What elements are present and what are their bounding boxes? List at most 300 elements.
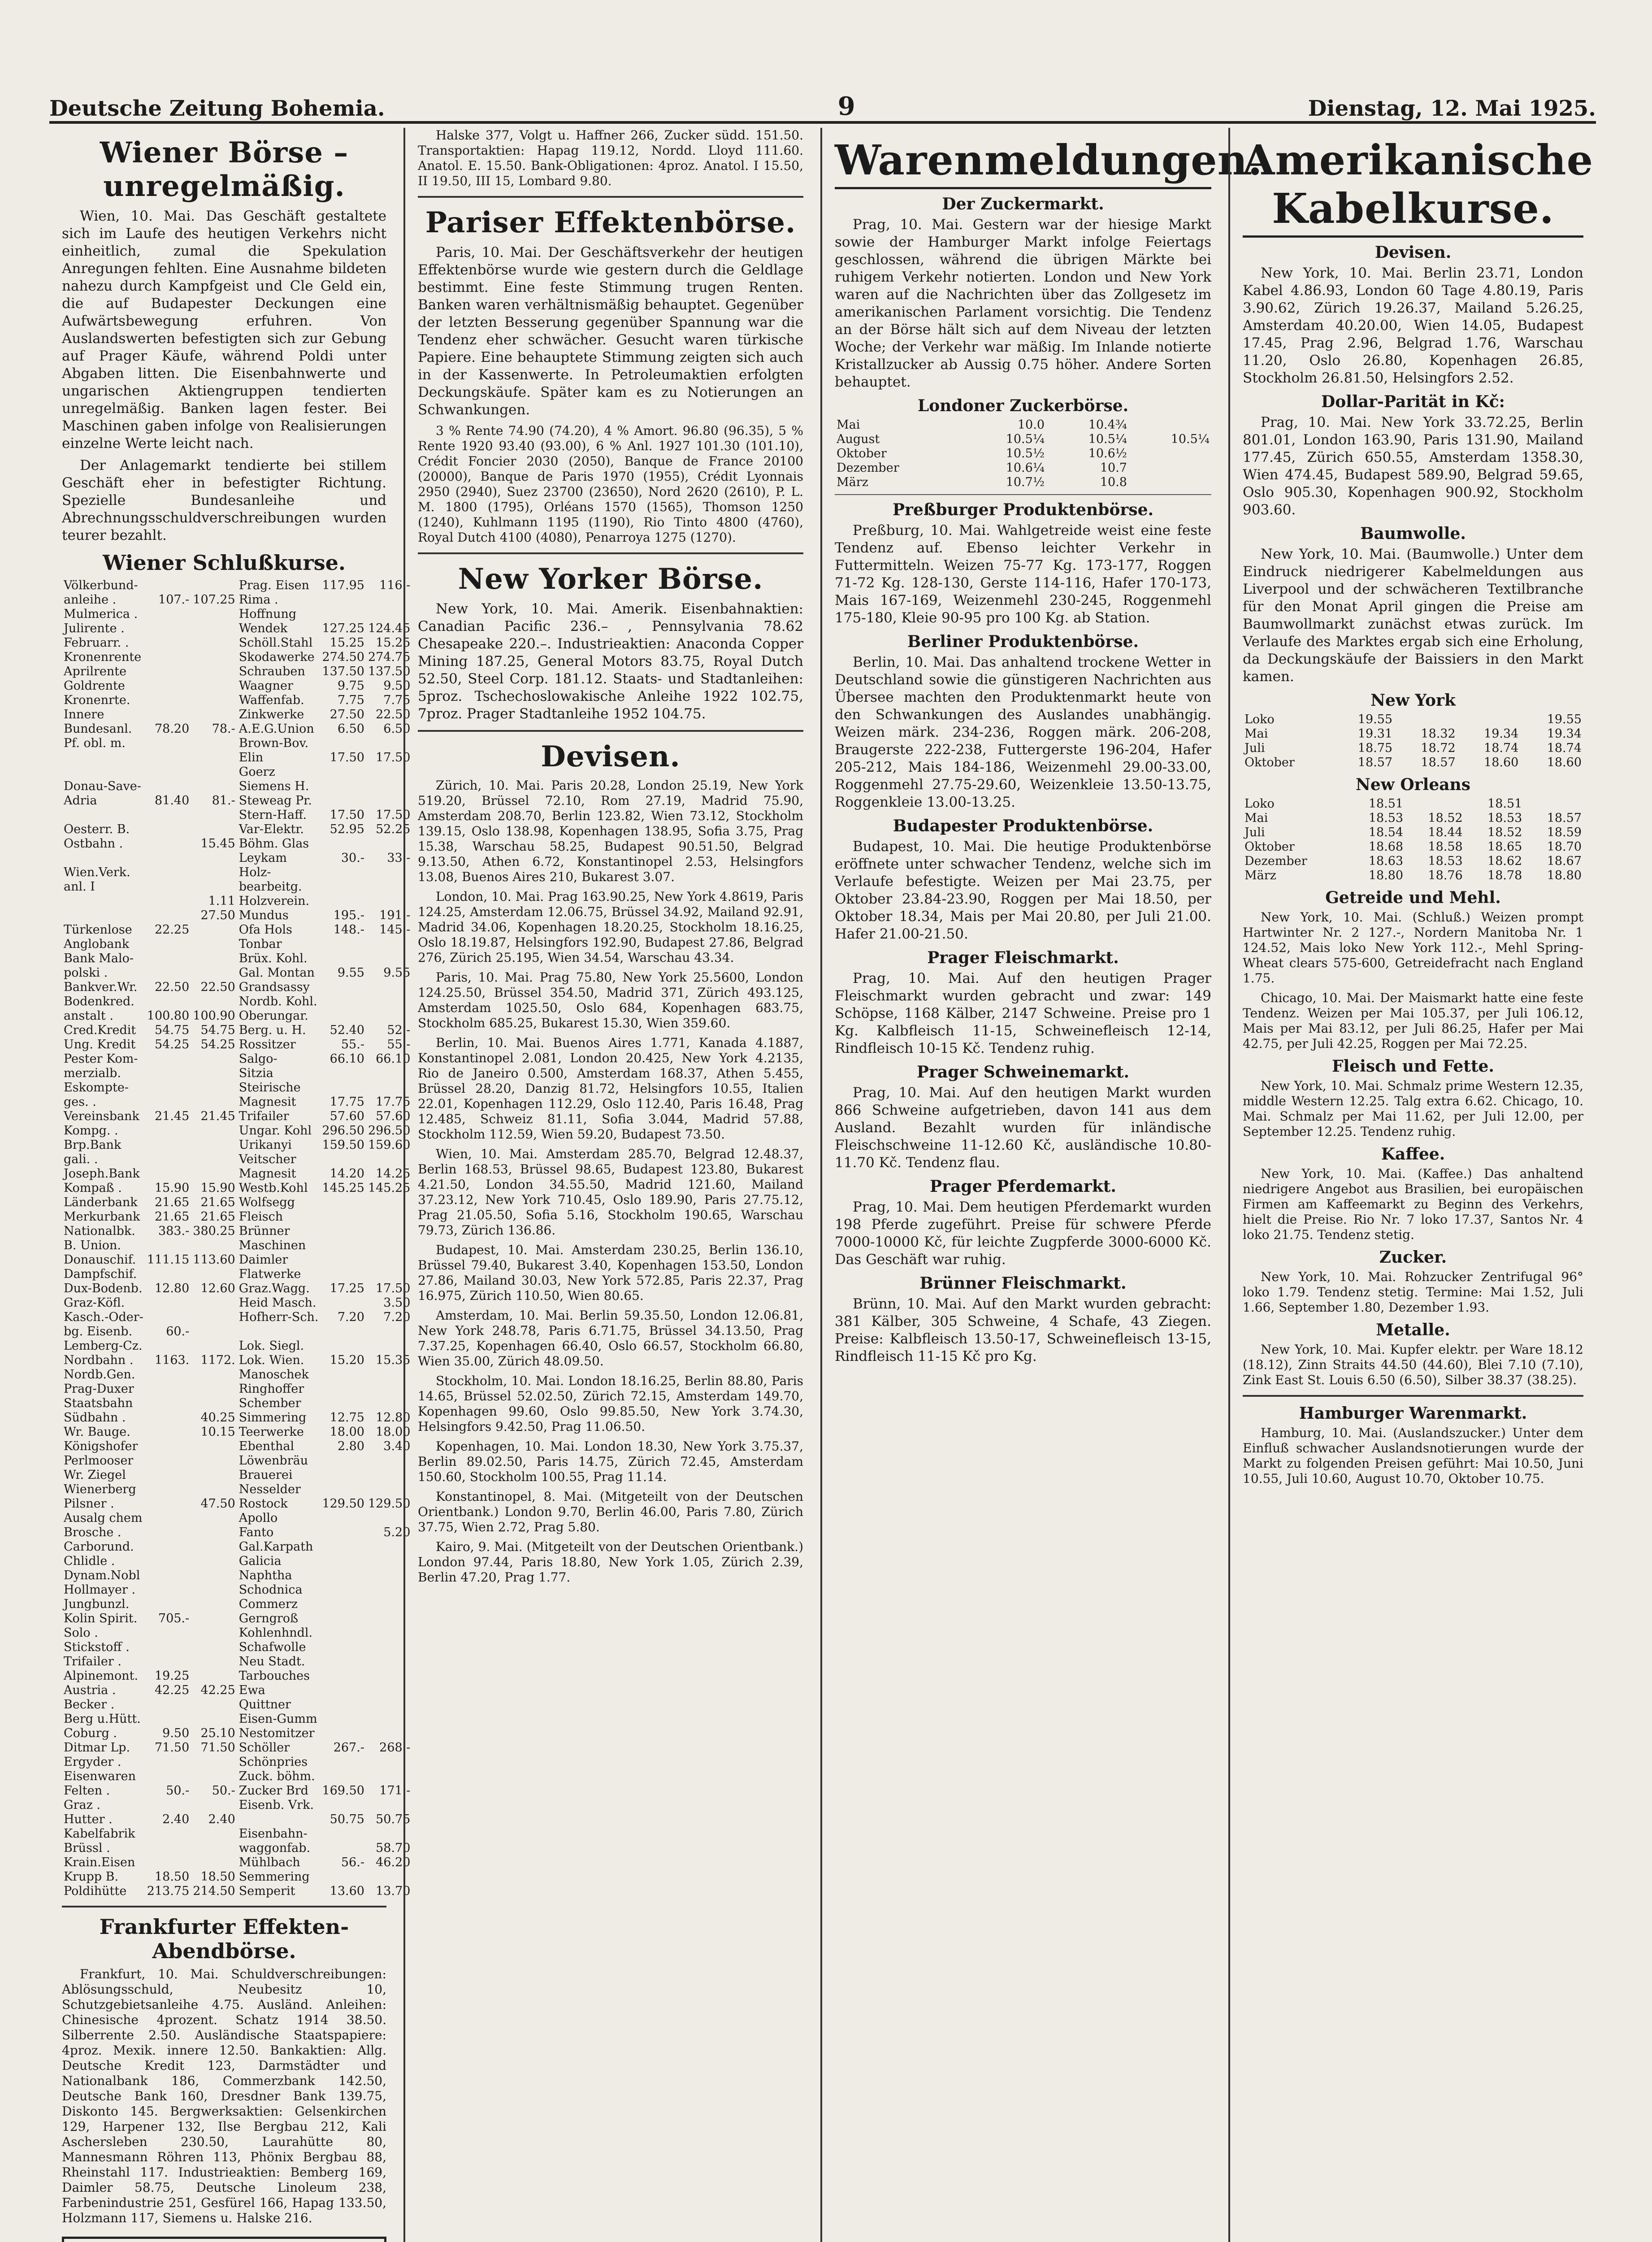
table-cell	[191, 1167, 237, 1181]
table-cell: Kompaß .	[64, 1181, 122, 1195]
kaffee-heading: Kaffee.	[1381, 1145, 1445, 1164]
table-cell: Solo .	[64, 1626, 98, 1640]
dollar-paritaet-report: Prag, 10. Mai. New York 33.72.25, Berlin 801.01, London 163.90, Paris 131.90, Mailand 177.45, Zürich 650.55, Amsterdam 1358.30, Wien 474.45, Budapest 589.90, Belgrad 59.65, Oslo 905.30, Kopenhagen 900.92, Stockholm 903.60.	[1243, 414, 1583, 518]
table-cell	[320, 1396, 366, 1411]
table-cell: 42.25	[200, 1683, 235, 1697]
table-cell	[145, 1396, 191, 1411]
table-cell: 18.44	[1428, 826, 1463, 839]
table-cell: Austria .	[64, 1683, 116, 1697]
table-cell: Kolin Spirit.	[64, 1612, 138, 1625]
table-cell	[145, 1267, 191, 1282]
table-cell	[191, 995, 237, 1009]
table-cell	[145, 693, 191, 708]
wien-report: Wien, 10. Mai. Das Geschäft gestaltete sich im Laufe des heutigen Verkehrs nicht einheitlich, zumal die Spekulation Anregungen fehlten. Eine Ausnahme bildeten nahezu durch Kampfgeist und Cle Geld ein, die auf Budapester Deckungen eine Aufwärtsbewegung erfuhren. Von Auslandswerten befestigten sich zur Gebung auf Prager Käufe, während Poldi unter Abgaben litten. Die Eisenbahnwerte und ungarischen Aktiengruppen tendierten unregelmäßig. Banken lagen fester. Bei Maschinen gaben infolge von Realisierungen einzelne Werte leicht nach.	[62, 208, 386, 452]
devisen-paragraph: Stockholm, 10. Mai. London 18.16.25, Berlin 88.80, Paris 14.65, Brüssel 52.02.50, Zürich 72.15, Amsterdam 149.70, Kopenhagen 99.60, Oslo 99.85.50, New York 3.74.30, Helsingfors 9.42.50, Prag 11.06.50.	[418, 1373, 803, 1434]
schlusskurs-row	[62, 1138, 412, 1152]
table-cell	[320, 1511, 366, 1525]
table-cell	[191, 1712, 237, 1726]
table-cell: merzialb.	[64, 1066, 121, 1080]
table-cell	[320, 1009, 366, 1023]
table-cell	[145, 1497, 191, 1511]
table-cell: Oberungar.	[238, 1009, 308, 1023]
table-cell	[320, 1382, 366, 1396]
table-cell: Graz.Wagg.	[238, 1282, 310, 1295]
table-cell	[62, 851, 145, 865]
table-cell	[191, 1310, 237, 1325]
table-cell	[320, 1669, 366, 1683]
table-cell: Gal. Montan	[238, 966, 315, 980]
zucker-report: New York, 10. Mai. Rohzucker Zentrifugal 96° loko 1.79. Tendenz stetig. Termine: Mai 1.52, Juli 1.66, September 1.80, Dezember 1.93.	[1243, 1269, 1583, 1315]
london-row	[835, 461, 1211, 475]
table-cell	[191, 1238, 237, 1253]
schlusskurs-row	[62, 1497, 412, 1511]
column-4	[1228, 128, 1596, 2242]
table-cell: 7.20	[383, 1310, 411, 1324]
table-cell: März	[837, 475, 868, 489]
table-cell: Mai	[837, 418, 860, 432]
table-cell: 10.15	[200, 1425, 235, 1439]
table-cell: Innere	[64, 708, 104, 721]
schlusskurs-row	[62, 1454, 412, 1468]
table-cell: 18.57	[1421, 756, 1456, 769]
table-cell: 1172.	[200, 1353, 235, 1367]
devisen-paragraph: London, 10. Mai. Prag 163.90.25, New York 4.8619, Paris 124.25, Amsterdam 12.06.75, Brüssel 34.92, Mailand 92.91, Madrid 34.06, Kopenhagen 18.20.25, Stockholm 18.16.25, Oslo 18.19.87, Helsingfors 192.90, Budapest 27.86, Belgrad 276, Zürich 25.195, Wien 34.54, Warschau 43.34.	[418, 889, 803, 965]
table-cell: Bundesanl.	[64, 722, 132, 736]
table-cell: Veitscher	[238, 1152, 296, 1166]
getreide-heading: Getreide und Mehl.	[1325, 888, 1501, 907]
table-cell	[320, 980, 366, 995]
table-cell: 18.63	[1368, 854, 1404, 868]
table-cell	[145, 1454, 191, 1468]
table-cell: 50.75	[376, 1812, 411, 1826]
table-cell: 54.25	[154, 1038, 190, 1051]
schlusskurs-row	[62, 1267, 412, 1282]
paris-heading: Pariser Effektenbörse.	[425, 206, 796, 239]
cotton-row	[1243, 869, 1583, 883]
table-cell: Vereinsbank	[64, 1109, 139, 1123]
table-cell	[145, 1411, 191, 1425]
metalle-report: New York, 10. Mai. Kupfer elektr. per Ware 18.12 (18.12), Zinn Straits 44.50 (44.60), Blei 7.10 (7.10), Zink East St. Louis 6.50 (6.50), Silber 38.37 (38.25).	[1243, 1342, 1583, 1387]
table-cell	[191, 1325, 237, 1339]
cotton-row	[1243, 840, 1583, 854]
schlusskurs-row	[62, 751, 412, 765]
table-cell	[145, 1482, 191, 1497]
table-cell: Oesterr. B.	[64, 822, 130, 836]
table-cell: Nationalbk.	[64, 1224, 135, 1238]
table-cell: 18.75	[1357, 741, 1393, 755]
table-cell	[191, 1612, 237, 1626]
table-cell	[145, 679, 191, 693]
table-cell	[191, 621, 237, 636]
table-cell: 383.-	[158, 1224, 190, 1238]
table-cell	[191, 822, 237, 837]
table-cell: Simmering	[238, 1411, 307, 1425]
table-cell: Eisenwaren	[64, 1769, 136, 1783]
table-cell: Pester Kom-	[64, 1052, 138, 1066]
table-cell	[191, 1755, 237, 1769]
issue-date: Dienstag, 12. Mai 1925.	[1308, 96, 1596, 121]
table-cell: Pf. obl. m.	[64, 736, 126, 750]
cotton-row	[1243, 756, 1583, 770]
schlusskurs-row	[62, 865, 412, 880]
table-cell: Oktober	[1244, 840, 1295, 854]
table-cell	[145, 1841, 191, 1855]
table-cell	[320, 1267, 366, 1282]
schlusskurs-row	[62, 1884, 412, 1899]
table-cell: 19.55	[1547, 713, 1582, 726]
table-cell: Galicia	[238, 1554, 282, 1568]
column-2	[403, 128, 816, 2242]
table-cell: 15.90	[200, 1181, 235, 1195]
table-cell: 268.-	[379, 1741, 411, 1755]
table-cell: bearbeitg.	[238, 880, 302, 894]
table-cell: 100.80	[147, 1009, 190, 1023]
table-cell: 12.80	[376, 1411, 411, 1425]
budapester-report: Budapest, 10. Mai. Die heutige Produktenbörse eröffnete unter schwacher Tendenz, welche sich im Verlaufe befestigte. Weizen per Mai 23.75, per Oktober 23.84-23.90, Roggen per Mai 18.50, per Oktober 18.34, Mais per Mai 20.80, per Juli 21.00. Hafer 21.00-21.50.	[835, 839, 1211, 942]
table-cell: 18.50	[154, 1870, 190, 1884]
table-cell: 100.90	[193, 1009, 235, 1023]
table-cell: 18.62	[1487, 854, 1522, 868]
table-cell: 2.40	[162, 1812, 190, 1826]
table-cell: Löwenbräu	[238, 1454, 308, 1468]
schlusskurs-row	[62, 851, 412, 865]
table-cell: Graz .	[64, 1798, 100, 1812]
table-cell: Juli	[1244, 826, 1265, 839]
schlusskurs-row	[62, 1784, 412, 1798]
table-cell	[1129, 418, 1211, 432]
table-cell: 17.50	[330, 751, 364, 765]
table-cell: A.E.G.Union	[238, 722, 314, 736]
bruenn-heading: Brünner Fleischmarkt.	[919, 1274, 1127, 1293]
table-cell: Tonbar	[238, 937, 282, 951]
table-cell: Nordb.Gen.	[64, 1368, 135, 1382]
table-cell: 14.25	[376, 1167, 411, 1181]
table-cell: 18.59	[1547, 826, 1582, 839]
table-cell: Dux-Bodenb.	[64, 1282, 143, 1295]
table-cell: 18.51	[1487, 797, 1522, 811]
table-cell: 3.40	[383, 1439, 411, 1453]
table-cell	[1394, 713, 1457, 727]
table-cell: Königshofer	[64, 1439, 138, 1453]
berliner-report: Berlin, 10. Mai. Das anhaltend trockene Wetter in Deutschland sowie die günstigeren Nachrichten aus Übersee machten den Produktenmarkt heute von den Schwankungen des Auslandes unabhängig. Weizen märk. 234-236, Roggen märk. 206-208, Braugerste 222-238, Futtergerste 196-204, Hafer 205-212, Mais 184-186, Weizenmehl 29.00-33.00, Roggenmehl 27.75-29.60, Weizenkleie 13.50-13.75, Roggenkleie 13.00-13.25.	[835, 654, 1211, 810]
anlagemarkt-report: Der Anlagemarkt tendierte bei stillem Geschäft eher in befestigter Richtung. Spezielle Bundesanleihe und Abrechnungsschuldverschreibungen wurden teurer bezahlt.	[62, 457, 386, 543]
dollar-paritaet-heading: Dollar-Parität in Kč:	[1321, 392, 1505, 411]
table-cell	[191, 1296, 237, 1310]
table-cell	[1405, 797, 1465, 811]
schlusskurs-row	[62, 1583, 412, 1597]
table-cell	[145, 1081, 191, 1095]
table-cell: ges. .	[64, 1095, 96, 1109]
table-cell	[320, 593, 366, 607]
table-cell: Carborund.	[64, 1540, 134, 1554]
table-cell: 107.-	[158, 593, 190, 607]
table-cell	[320, 1597, 366, 1612]
schlusskurs-row	[62, 578, 412, 593]
table-cell: 12.80	[154, 1282, 190, 1295]
pferdemarkt-report: Prag, 10. Mai. Dem heutigen Pferdemarkt wurden 198 Pferde zugeführt. Preise für schwere Pferde 7000-10000 Kč, für leichte Zugpferde 3000-6000 Kč. Das Geschäft war ruhig.	[835, 1199, 1211, 1268]
schlusskurs-row	[62, 1525, 412, 1540]
table-cell	[145, 1425, 191, 1439]
table-cell: 116.-	[379, 578, 411, 592]
warenmeldungen-heading: Warenmeldungen.	[835, 136, 1211, 189]
table-cell: Kasch.-Oder-	[64, 1310, 143, 1324]
table-cell	[145, 1798, 191, 1812]
table-cell	[145, 751, 191, 765]
table-cell: 2.40	[208, 1812, 235, 1826]
table-cell: Ausalg chem	[64, 1511, 143, 1525]
table-cell: Ungar. Kohl	[238, 1124, 312, 1138]
table-cell	[145, 822, 191, 837]
table-cell	[320, 952, 366, 966]
table-cell	[145, 1238, 191, 1253]
table-cell: Kohlenhndl.	[238, 1626, 313, 1640]
table-cell: Schöller	[238, 1741, 290, 1755]
table-cell	[62, 908, 145, 923]
table-cell	[320, 1210, 366, 1224]
table-cell	[191, 1669, 237, 1683]
table-cell	[145, 665, 191, 679]
schlusskurs-row	[62, 1253, 412, 1267]
table-cell: Hollmayer .	[64, 1583, 136, 1597]
schlusskurs-row	[62, 1210, 412, 1224]
table-cell: 18.50	[200, 1870, 235, 1884]
schlusskurs-row	[62, 708, 412, 722]
table-cell: Magnesit	[238, 1167, 296, 1181]
table-cell: Becker .	[64, 1698, 115, 1712]
paris-report: Paris, 10. Mai. Der Geschäftsverkehr der heutigen Effektenbörse wurde wie gestern durch die Geldlage bestimmt. Eine feste Stimmung trugen Renten. Banken waren verhältnismäßig behauptet. Gegenüber der letzten Besserung gegenüber Spannung war die Tendenz eher schwächer. Gesucht waren türkische Papiere. Eine behauptete Stimmung zeigten sich auch in der Kassenwerte. In Petroleumaktien erfolgten Deckungskäufe. Später kam es zu Notierungen an Schwankungen.	[418, 244, 803, 418]
table-cell: 17.50	[376, 808, 411, 822]
table-cell	[320, 1655, 366, 1669]
table-cell: 30.-	[341, 851, 364, 865]
table-cell: 22.50	[200, 980, 235, 994]
table-cell: 169.50	[322, 1784, 364, 1798]
table-cell: Mundus	[238, 908, 289, 922]
table-cell: 15.90	[154, 1181, 190, 1195]
table-cell: Graz-Köfl.	[64, 1296, 125, 1310]
table-cell	[145, 1525, 191, 1540]
schlusskurs-row	[62, 593, 412, 607]
table-cell	[62, 751, 145, 765]
table-cell: 18.76	[1428, 869, 1463, 882]
table-cell: Bank Malo-	[64, 952, 134, 965]
table-cell	[320, 1769, 366, 1784]
schlusskurs-row	[62, 952, 412, 966]
table-cell	[320, 1626, 366, 1640]
table-cell: Leykam	[238, 851, 287, 865]
table-cell: März	[1244, 869, 1276, 882]
kaffee-report: New York, 10. Mai. (Kaffee.) Das anhaltend niedrigere Angebot aus Brasilien, bei europäischen Firmen am Kaffeemarkt zu Beginn des Verkehrs, hielt die Preise. Rio Nr. 7 loko 17.37, Santos Nr. 4 loko 21.75. Tendenz stetig.	[1243, 1166, 1583, 1242]
table-cell	[191, 1468, 237, 1482]
schlusskurs-row	[62, 779, 412, 794]
table-cell: polski .	[64, 966, 108, 980]
table-cell: 18.65	[1487, 840, 1522, 854]
schlusskurs-row	[62, 1238, 412, 1253]
devisen-list	[418, 778, 803, 1585]
table-cell: 213.75	[147, 1884, 190, 1898]
table-cell	[320, 880, 366, 894]
table-cell: Steirische	[238, 1081, 301, 1095]
table-cell: 10.8	[1100, 475, 1127, 489]
table-cell	[145, 1382, 191, 1396]
table-cell: Wr. Ziegel	[64, 1468, 126, 1482]
table-cell: 18.54	[1368, 826, 1404, 839]
table-cell	[237, 1812, 321, 1827]
table-cell	[145, 1626, 191, 1640]
table-cell	[320, 1152, 366, 1167]
schlusskurs-row	[62, 679, 412, 693]
schlusskurs-row	[62, 1626, 412, 1640]
table-cell	[191, 765, 237, 779]
table-cell	[191, 779, 237, 794]
baumwolle-report: New York, 10. Mai. (Baumwolle.) Unter dem Eindruck niedrigerer Kabelmeldungen aus Liverpool und der schwächeren Textilbranche für den Monat April gingen die Preise am Baumwollmarkt zunächst etwas zurück. Im Verlaufe des Marktes ergab sich eine Erholung, da Deckungskäufe der Baissiers in den Markt kamen.	[1243, 546, 1583, 685]
table-cell: Teerwerke	[238, 1425, 304, 1439]
table-cell: Zucker Brd	[238, 1784, 308, 1798]
londoner-table	[835, 418, 1211, 490]
schlusskurs-row	[62, 894, 412, 908]
table-cell: Heid Masch.	[238, 1296, 317, 1310]
table-cell: Apollo	[238, 1511, 278, 1525]
table-cell: 10.6½	[1088, 447, 1127, 461]
table-cell	[145, 650, 191, 665]
table-cell	[191, 1698, 237, 1712]
table-cell: 7.75	[337, 693, 364, 707]
schlusskurs-row	[62, 1655, 412, 1669]
table-cell	[320, 736, 366, 751]
table-cell: anleihe .	[64, 593, 117, 607]
table-cell: Elin	[238, 751, 264, 765]
table-cell: 10.5¼	[1171, 432, 1210, 446]
table-cell: 56.-	[341, 1855, 364, 1869]
table-cell	[191, 1626, 237, 1640]
table-cell: Ergyder .	[64, 1755, 121, 1769]
table-cell: Rossitzer	[238, 1038, 296, 1051]
table-cell	[145, 578, 191, 593]
schlusskurs-row	[62, 1741, 412, 1755]
table-cell: Eskompte-	[64, 1081, 129, 1095]
table-cell	[191, 1052, 237, 1066]
table-cell: Ewa	[238, 1683, 265, 1697]
table-cell	[191, 636, 237, 650]
schlusskurs-row	[62, 1282, 412, 1296]
table-cell: 13.60	[330, 1884, 364, 1898]
table-cell	[145, 1698, 191, 1712]
table-cell: 214.50	[193, 1884, 235, 1898]
table-cell	[145, 837, 191, 851]
table-cell: Salgo-	[238, 1052, 278, 1066]
schlusskurs-row	[62, 1841, 412, 1855]
table-cell	[145, 636, 191, 650]
table-cell	[320, 794, 366, 808]
schlusskurs-row	[62, 1439, 412, 1454]
frankfurt-continued: Halske 377, Volgt u. Haffner 266, Zucker südd. 151.50. Transportaktien: Hapag 119.12, Nordd. Lloyd 111.60. Anatol. E. 15.50. Bank-Obligationen: 4proz. Anatol. I 15.50, II 19.50, III 15, Lombard 9.80.	[418, 128, 803, 188]
table-cell: Tarbouches	[238, 1669, 310, 1683]
table-cell	[145, 765, 191, 779]
schlusskurs-row	[62, 650, 412, 665]
table-cell: 46.20	[376, 1855, 411, 1869]
table-cell: Perlmooser	[64, 1454, 134, 1468]
table-cell: Brosche .	[64, 1525, 121, 1539]
frankfurt-report: Frankfurt, 10. Mai. Schuldverschreibungen: Ablösungsschuld, Neubesitz 10, Schutzgebietsanleihe 4.75. Ausländ. Anleihen: Chinesische 4prozent. Schatz 1914 38.50. Silberrente 2.50. Ausländische Staatspapiere: 4proz. Mexik. innere 12.50. Bankaktien: Allg. Deutsche Kredit 123, Darmstädter und Nationalbank 186, Commerzbank 142.50, Deutsche Bank 160, Dresdner Bank 139.75, Diskonto 145. Bergwerksaktien: Gelsenkirchen 129, Harpener 132, Ilse Bergbau 212, Kali Aschersleben 230.50, Laurahütte 80, Mannesmann Röhren 113, Phönix Bergbau 88, Rheinstahl 117. Industrieaktien: Bemberg 169, Daimler 58.75, Deutsche Linoleum 238, Farbenindustrie 251, Gesfürel 166, Hapag 133.50, Holzmann 117, Siemens u. Halske 216.	[62, 1967, 386, 2225]
table-cell	[320, 1870, 366, 1884]
table-cell	[145, 1167, 191, 1181]
devisen-paragraph: Zürich, 10. Mai. Paris 20.28, London 25.19, New York 519.20, Brüssel 72.10, Rom 27.19, Madrid 75.90, Amsterdam 208.70, Berlin 123.82, Wien 73.12, Stockholm 139.15, Oslo 138.98, Kopenhagen 138.95, Sofia 3.75, Prag 15.38, Warschau 58.25, Budapest 90.51.50, Belgrad 9.13.50, Athen 6.72, Konstantinopel 2.53, Helsingfors 13.08, Buenos Aires 210, Bukarest 3.07.	[418, 778, 803, 884]
table-cell: Waffenfab.	[238, 693, 304, 707]
schlusskurs-row	[62, 1009, 412, 1023]
table-cell	[191, 1152, 237, 1167]
table-cell	[145, 1769, 191, 1784]
table-cell	[320, 1224, 366, 1238]
table-cell: 9.50	[383, 679, 411, 693]
table-cell: 55.-	[387, 1038, 411, 1051]
table-cell: Wr. Bauge.	[64, 1425, 130, 1439]
table-cell: 267.-	[333, 1741, 364, 1755]
schlusskurs-row	[62, 1425, 412, 1439]
table-cell: Hoffnung	[238, 607, 297, 621]
table-cell: Westb.Kohl	[238, 1181, 308, 1195]
table-cell	[145, 1640, 191, 1655]
table-cell	[145, 1827, 191, 1841]
getreide-report: New York, 10. Mai. (Schluß.) Weizen prompt Hartwinter Nr. 2 127.-, Nordern Manitoba Nr. 1 124.52, Mais loko New York 112.-, Mehl Spring-Wheat clears 575-600, Getreidefracht nach England 1.75.	[1243, 910, 1583, 986]
schlusskurs-row	[62, 693, 412, 708]
table-cell: 18.80	[1368, 869, 1404, 882]
table-cell: Oktober	[1244, 756, 1295, 769]
table-cell	[191, 952, 237, 966]
table-cell: gali. .	[64, 1152, 98, 1166]
table-cell: Coburg .	[64, 1726, 117, 1740]
table-cell: 81.40	[154, 794, 190, 808]
table-cell	[320, 894, 366, 908]
table-cell: 22.50	[154, 980, 190, 994]
schlusskurs-row	[62, 722, 412, 736]
cotton-row	[1243, 826, 1583, 840]
table-cell	[191, 1482, 237, 1497]
table-cell: Bankver.Wr.	[64, 980, 138, 994]
schlusskurs-row	[62, 880, 412, 894]
table-cell	[145, 952, 191, 966]
table-cell: Eisenbahn-	[238, 1827, 308, 1841]
cotton-ny-table	[1243, 713, 1583, 770]
table-cell: 1.11	[208, 894, 235, 908]
table-cell	[191, 1855, 237, 1870]
table-cell: 129.50	[322, 1497, 364, 1511]
cotton-row	[1243, 741, 1583, 756]
table-cell: 78.-	[212, 722, 235, 736]
table-cell: bg. Eisenb.	[64, 1325, 133, 1338]
schlusskurs-row	[62, 1640, 412, 1655]
table-cell: 27.50	[200, 908, 235, 922]
table-cell	[320, 1827, 366, 1841]
table-cell	[191, 1339, 237, 1353]
fleisch-fette-heading: Fleisch und Fette.	[1332, 1057, 1494, 1076]
schlusskurs-row	[62, 1038, 412, 1052]
table-cell: Kronenrte.	[64, 693, 130, 707]
table-cell	[145, 1554, 191, 1569]
table-cell: 17.75	[330, 1095, 364, 1109]
devisen-paragraph: Amsterdam, 10. Mai. Berlin 59.35.50, London 12.06.81, New York 248.78, Paris 6.71.75, Brüssel 34.13.50, Prag 7.37.25, Kopenhagen 66.40, Oslo 66.57, Stockholm 66.80, Wien 35.00, Zürich 48.09.50.	[418, 1308, 803, 1369]
schlusskurs-row	[62, 1511, 412, 1525]
table-cell	[191, 665, 237, 679]
table-cell	[145, 908, 191, 923]
table-cell: Skodawerke	[238, 650, 315, 664]
table-cell	[320, 937, 366, 952]
table-cell	[320, 1368, 366, 1382]
table-cell	[145, 851, 191, 865]
table-cell	[320, 1238, 366, 1253]
table-cell	[62, 808, 145, 822]
schlusskurs-row	[62, 1095, 412, 1109]
metalle-heading: Metalle.	[1376, 1321, 1450, 1339]
table-cell	[320, 1683, 366, 1698]
